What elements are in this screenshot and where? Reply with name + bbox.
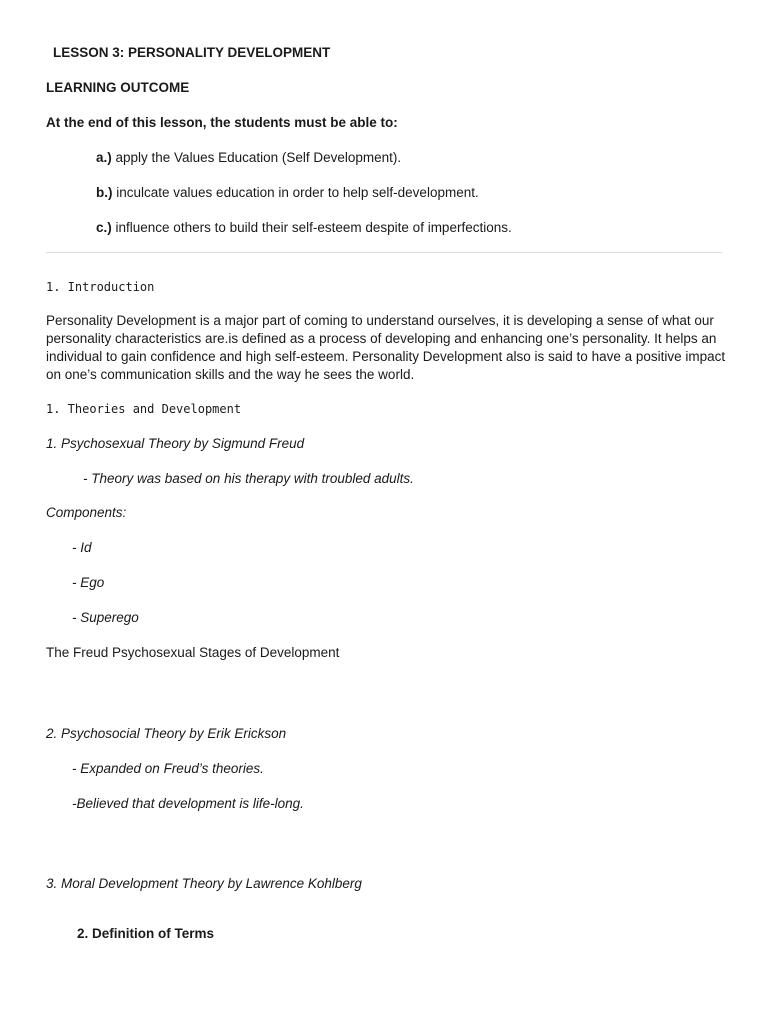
erickson-theory-title: 2. Psychosocial Theory by Erik Erickson: [46, 726, 287, 741]
kohlberg-theory-title: 3. Moral Development Theory by Lawrence Kohlberg: [46, 876, 362, 891]
outcome-marker: b.): [96, 185, 113, 200]
erickson-note: -Believed that development is life-long.: [72, 796, 304, 811]
outcome-text: apply the Values Education (Self Development).: [111, 150, 402, 165]
outcome-item-b: [96, 184, 479, 202]
components-label: Components:: [46, 505, 127, 520]
erickson-note: - Expanded on Freud’s theories.: [72, 761, 264, 776]
component-item: - Superego: [72, 610, 139, 625]
component-item: - Ego: [72, 575, 105, 590]
outcome-item-a: [96, 149, 401, 167]
outcome-marker: c.): [96, 220, 112, 235]
freud-theory-note: - Theory was based on his therapy with troubled adults.: [83, 471, 414, 486]
lesson-title: LESSON 3: PERSONALITY DEVELOPMENT: [53, 45, 331, 60]
component-item: - Id: [72, 540, 92, 555]
outcome-marker: a.): [96, 150, 112, 165]
freud-stages-label: The Freud Psychosexual Stages of Development: [46, 645, 340, 660]
outcome-text: influence others to build their self-esteem despite of imperfections.: [111, 220, 512, 235]
outcome-intro: At the end of this lesson, the students must be able to:: [46, 115, 398, 130]
definition-heading: 2. Definition of Terms: [77, 926, 215, 941]
theories-heading: 1. Theories and Development: [46, 402, 242, 416]
introduction-heading: 1. Introduction: [46, 280, 155, 294]
outcome-item-c: [96, 219, 512, 237]
introduction-paragraph: Personality Development is a major part of coming to understand ourselves, it is developing a sense of what our personality characteristics are.is defined as a process of developing and enhancing one’s personality. It helps an individual to gain confidence and high self-esteem. Personality Development also is said to have a positive impact on one’s communication skills and the way he sees the world.: [46, 313, 726, 382]
learning-outcome-heading: LEARNING OUTCOME: [46, 80, 190, 95]
section-divider: [46, 252, 722, 253]
outcome-text: inculcate values education in order to help self-development.: [112, 185, 479, 200]
freud-theory-title: 1. Psychosexual Theory by Sigmund Freud: [46, 436, 305, 451]
